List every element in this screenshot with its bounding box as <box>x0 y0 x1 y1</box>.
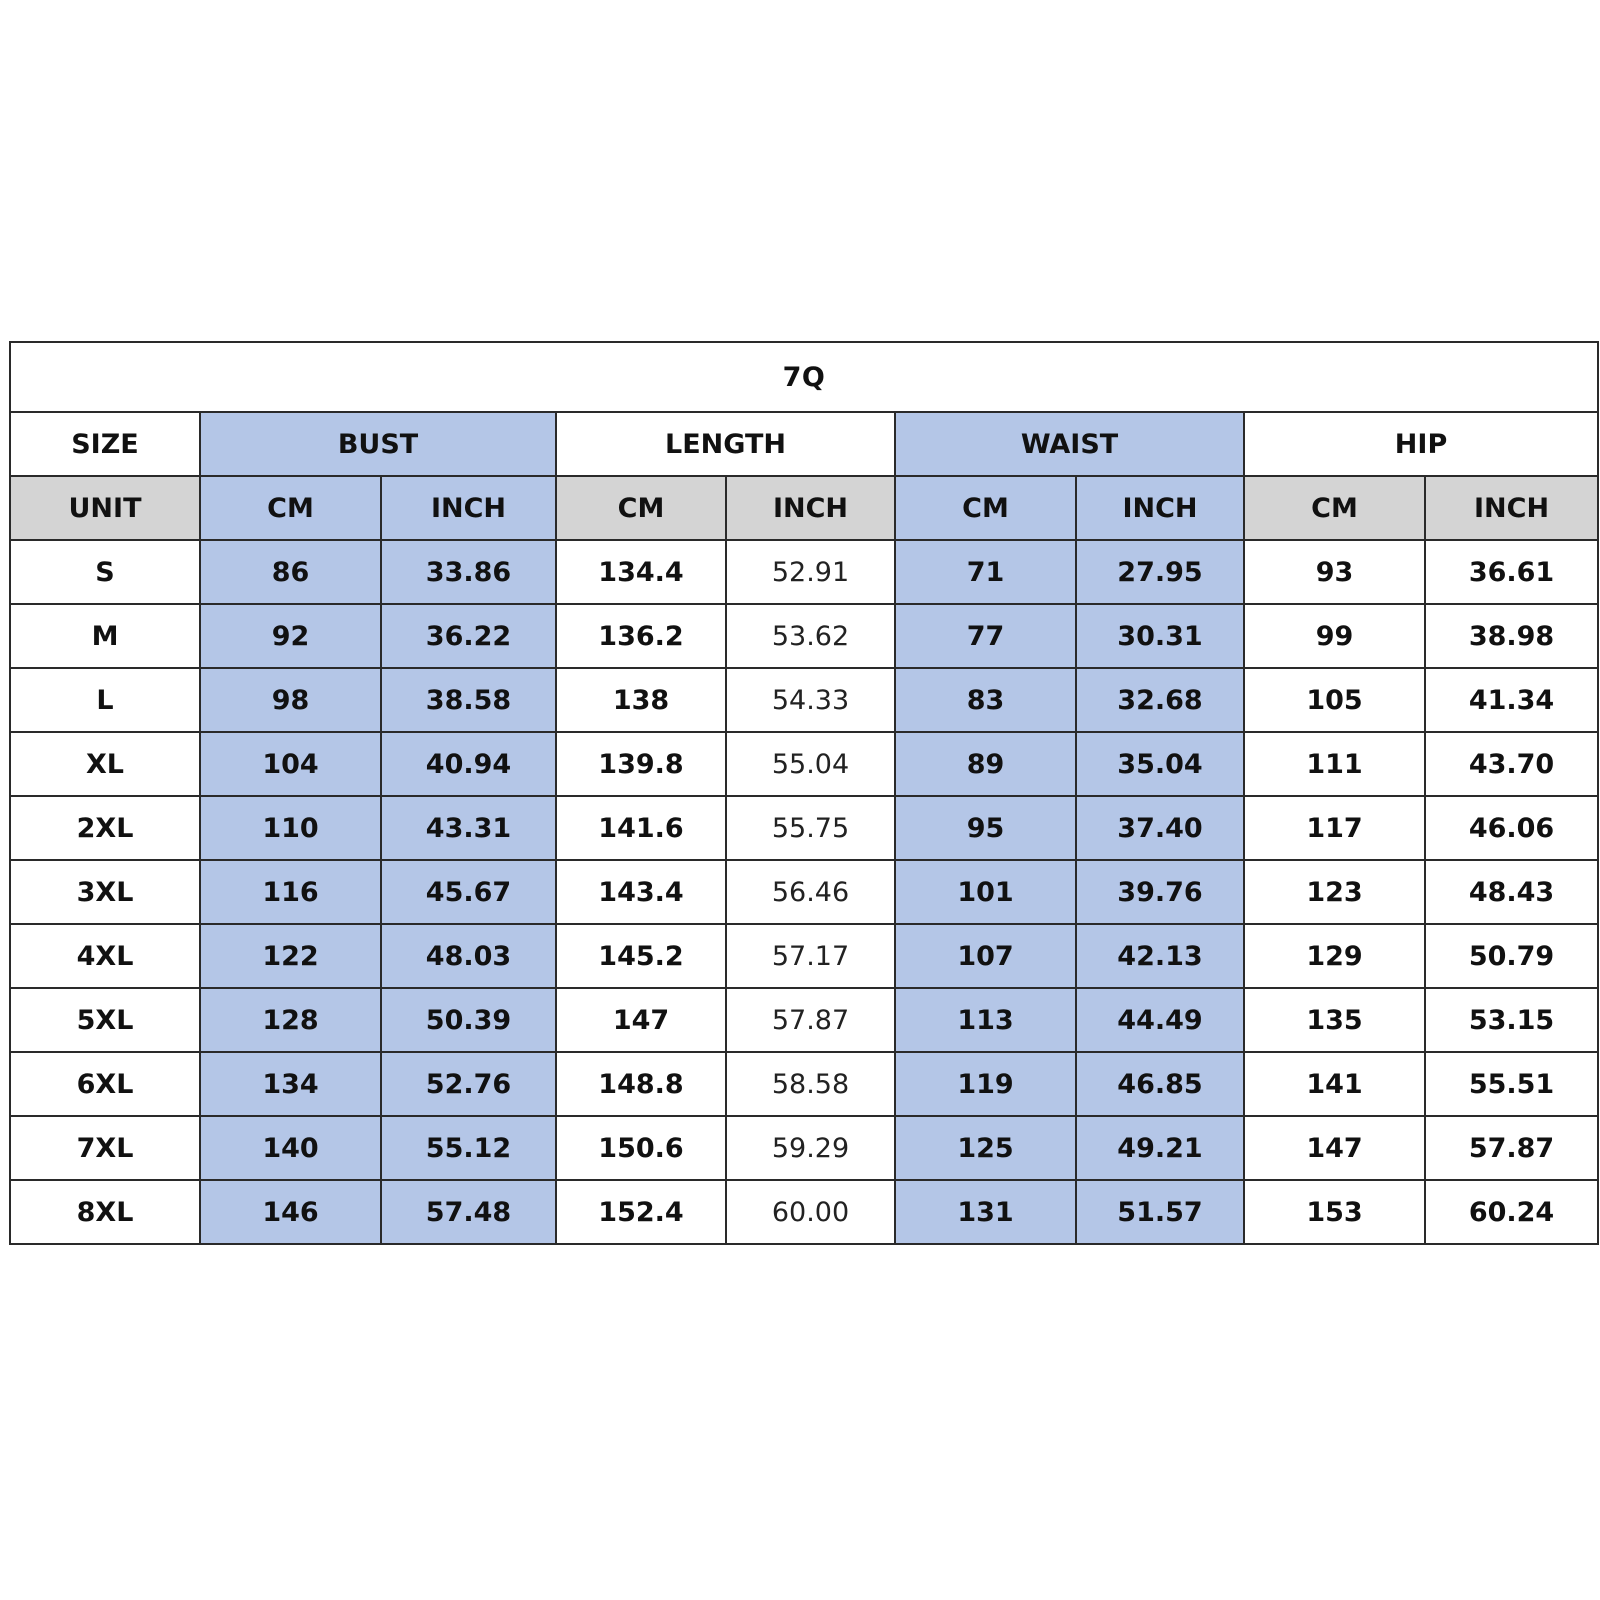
cell-hip-inch: 53.15 <box>1425 988 1598 1052</box>
cell-size: 5XL <box>10 988 200 1052</box>
cell-waist-cm: 95 <box>895 796 1076 860</box>
cell-waist-inch: 44.49 <box>1076 988 1244 1052</box>
table-row <box>10 860 1598 924</box>
cell-waist-cm: 101 <box>895 860 1076 924</box>
header-waist: WAIST <box>895 412 1244 476</box>
cell-bust-inch: 45.67 <box>381 860 556 924</box>
cell-bust-cm: 104 <box>200 732 381 796</box>
cell-hip-inch: 43.70 <box>1425 732 1598 796</box>
table-title <box>10 342 1598 412</box>
cell-hip-inch: 38.98 <box>1425 604 1598 668</box>
cell-bust-cm: 110 <box>200 796 381 860</box>
measurement-header-row <box>10 412 1598 476</box>
unit-label: UNIT <box>10 476 200 540</box>
unit-length-inch: INCH <box>726 476 895 540</box>
table-title-text: 7Q <box>782 361 826 393</box>
cell-size: 7XL <box>10 1116 200 1180</box>
cell-hip-inch: 60.24 <box>1425 1180 1598 1244</box>
cell-bust-inch: 38.58 <box>381 668 556 732</box>
cell-bust-cm: 122 <box>200 924 381 988</box>
cell-length-inch: 58.58 <box>726 1052 895 1116</box>
table-row <box>10 732 1598 796</box>
cell-bust-inch: 43.31 <box>381 796 556 860</box>
header-length: LENGTH <box>556 412 895 476</box>
table-row <box>10 988 1598 1052</box>
cell-hip-cm: 93 <box>1244 540 1425 604</box>
cell-bust-inch: 50.39 <box>381 988 556 1052</box>
cell-bust-cm: 140 <box>200 1116 381 1180</box>
cell-bust-inch: 55.12 <box>381 1116 556 1180</box>
cell-waist-inch: 37.40 <box>1076 796 1244 860</box>
cell-waist-inch: 46.85 <box>1076 1052 1244 1116</box>
cell-bust-cm: 146 <box>200 1180 381 1244</box>
cell-length-inch: 54.33 <box>726 668 895 732</box>
cell-size: M <box>10 604 200 668</box>
cell-length-cm: 147 <box>556 988 726 1052</box>
cell-length-cm: 143.4 <box>556 860 726 924</box>
cell-waist-cm: 71 <box>895 540 1076 604</box>
cell-length-inch: 60.00 <box>726 1180 895 1244</box>
cell-waist-cm: 119 <box>895 1052 1076 1116</box>
cell-hip-inch: 55.51 <box>1425 1052 1598 1116</box>
unit-hip-inch: INCH <box>1425 476 1598 540</box>
size-chart-table <box>9 341 1599 1245</box>
cell-waist-cm: 113 <box>895 988 1076 1052</box>
table-row <box>10 540 1598 604</box>
cell-bust-cm: 92 <box>200 604 381 668</box>
cell-length-inch: 59.29 <box>726 1116 895 1180</box>
cell-bust-cm: 116 <box>200 860 381 924</box>
cell-bust-inch: 33.86 <box>381 540 556 604</box>
cell-waist-cm: 83 <box>895 668 1076 732</box>
cell-size: XL <box>10 732 200 796</box>
cell-length-inch: 56.46 <box>726 860 895 924</box>
cell-size: 3XL <box>10 860 200 924</box>
cell-bust-inch: 52.76 <box>381 1052 556 1116</box>
cell-bust-cm: 86 <box>200 540 381 604</box>
cell-length-inch: 52.91 <box>726 540 895 604</box>
cell-length-cm: 136.2 <box>556 604 726 668</box>
cell-hip-cm: 147 <box>1244 1116 1425 1180</box>
cell-length-cm: 152.4 <box>556 1180 726 1244</box>
cell-length-cm: 138 <box>556 668 726 732</box>
cell-waist-inch: 49.21 <box>1076 1116 1244 1180</box>
title-row <box>10 342 1598 412</box>
cell-waist-inch: 51.57 <box>1076 1180 1244 1244</box>
table-row <box>10 1052 1598 1116</box>
cell-hip-cm: 105 <box>1244 668 1425 732</box>
table-row <box>10 668 1598 732</box>
cell-hip-inch: 50.79 <box>1425 924 1598 988</box>
cell-length-inch: 57.17 <box>726 924 895 988</box>
table-row <box>10 1116 1598 1180</box>
unit-waist-inch: INCH <box>1076 476 1244 540</box>
cell-length-inch: 53.62 <box>726 604 895 668</box>
cell-size: 2XL <box>10 796 200 860</box>
unit-length-cm: CM <box>556 476 726 540</box>
cell-hip-cm: 111 <box>1244 732 1425 796</box>
unit-bust-inch: INCH <box>381 476 556 540</box>
cell-length-cm: 148.8 <box>556 1052 726 1116</box>
cell-hip-cm: 129 <box>1244 924 1425 988</box>
cell-hip-cm: 123 <box>1244 860 1425 924</box>
cell-hip-inch: 57.87 <box>1425 1116 1598 1180</box>
cell-hip-cm: 141 <box>1244 1052 1425 1116</box>
cell-length-cm: 141.6 <box>556 796 726 860</box>
cell-hip-cm: 153 <box>1244 1180 1425 1244</box>
cell-hip-inch: 46.06 <box>1425 796 1598 860</box>
cell-length-cm: 134.4 <box>556 540 726 604</box>
cell-bust-cm: 128 <box>200 988 381 1052</box>
cell-size: 6XL <box>10 1052 200 1116</box>
cell-length-inch: 57.87 <box>726 988 895 1052</box>
cell-waist-cm: 131 <box>895 1180 1076 1244</box>
cell-waist-inch: 30.31 <box>1076 604 1244 668</box>
cell-waist-cm: 107 <box>895 924 1076 988</box>
unit-bust-cm: CM <box>200 476 381 540</box>
header-hip: HIP <box>1244 412 1598 476</box>
table-row <box>10 924 1598 988</box>
unit-header-row <box>10 476 1598 540</box>
cell-waist-cm: 77 <box>895 604 1076 668</box>
cell-size: S <box>10 540 200 604</box>
cell-size: 4XL <box>10 924 200 988</box>
header-bust: BUST <box>200 412 556 476</box>
cell-waist-inch: 39.76 <box>1076 860 1244 924</box>
cell-waist-inch: 27.95 <box>1076 540 1244 604</box>
header-size: SIZE <box>10 412 200 476</box>
unit-hip-cm: CM <box>1244 476 1425 540</box>
cell-bust-inch: 40.94 <box>381 732 556 796</box>
table-row <box>10 1180 1598 1244</box>
cell-waist-inch: 32.68 <box>1076 668 1244 732</box>
cell-waist-cm: 89 <box>895 732 1076 796</box>
cell-hip-inch: 48.43 <box>1425 860 1598 924</box>
cell-waist-inch: 35.04 <box>1076 732 1244 796</box>
cell-length-inch: 55.04 <box>726 732 895 796</box>
cell-waist-cm: 125 <box>895 1116 1076 1180</box>
cell-bust-inch: 57.48 <box>381 1180 556 1244</box>
cell-hip-inch: 41.34 <box>1425 668 1598 732</box>
cell-waist-inch: 42.13 <box>1076 924 1244 988</box>
table-row <box>10 604 1598 668</box>
cell-size: L <box>10 668 200 732</box>
cell-bust-inch: 36.22 <box>381 604 556 668</box>
cell-bust-cm: 98 <box>200 668 381 732</box>
cell-length-cm: 150.6 <box>556 1116 726 1180</box>
cell-length-cm: 145.2 <box>556 924 726 988</box>
unit-waist-cm: CM <box>895 476 1076 540</box>
cell-hip-cm: 99 <box>1244 604 1425 668</box>
cell-size: 8XL <box>10 1180 200 1244</box>
cell-length-inch: 55.75 <box>726 796 895 860</box>
cell-bust-cm: 134 <box>200 1052 381 1116</box>
cell-hip-cm: 117 <box>1244 796 1425 860</box>
cell-bust-inch: 48.03 <box>381 924 556 988</box>
cell-hip-cm: 135 <box>1244 988 1425 1052</box>
table-row <box>10 796 1598 860</box>
cell-length-cm: 139.8 <box>556 732 726 796</box>
cell-hip-inch: 36.61 <box>1425 540 1598 604</box>
